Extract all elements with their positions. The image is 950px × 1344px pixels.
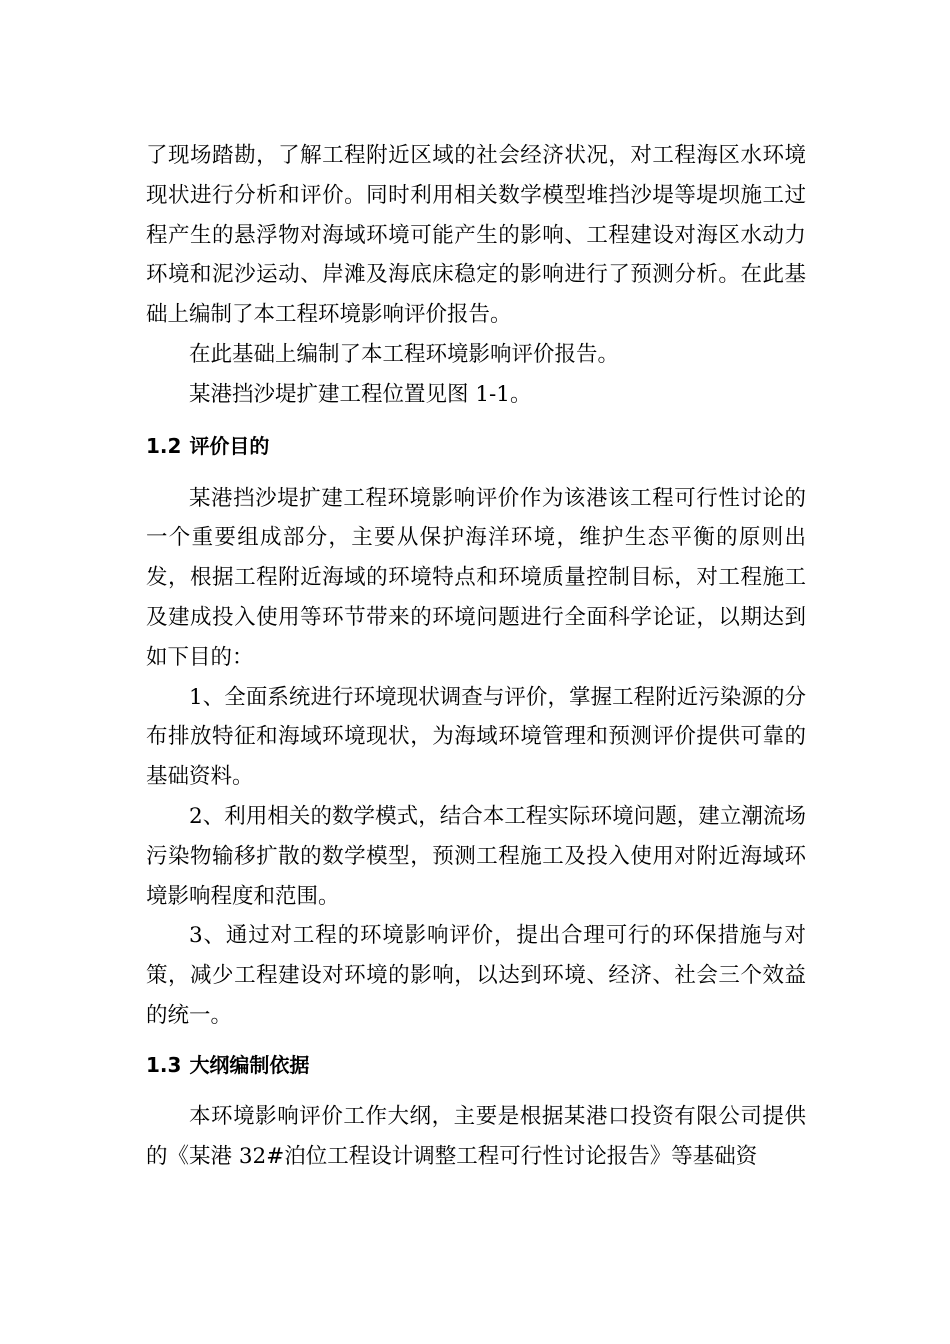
section-number: 1.2 <box>146 433 182 458</box>
paragraph-outline-basis: 本环境影响评价工作大纲，主要是根据某港口投资有限公司提供的《某港 32#泊位工程设计调整工程可行性讨论报告》等基础资 <box>146 1103 806 1169</box>
paragraph-purpose-intro: 某港挡沙堤扩建工程环境影响评价作为该港该工程可行性讨论的一个重要组成部分，主要从保护海洋环境，维护生态平衡的原则出发，根据工程附近海域的环境特点和环境质量控制目标，对工程施工及建成投入使用等环节带来的环境问题进行全面科学论证，以期达到如下目的： <box>146 485 806 670</box>
paragraph-purpose-item-1: 1、全面系统进行环境现状调查与评价，掌握工程附近污染源的分布排放特征和海域环境现状，为海域环境管理和预测评价提供可靠的基础资料。 <box>146 684 806 790</box>
paragraph-purpose-item-2: 2、利用相关的数学模式，结合本工程实际环境问题，建立潮流场污染物输移扩散的数学模型，预测工程施工及投入使用对附近海域环境影响程度和范围。 <box>146 803 806 909</box>
section-heading-1-3 <box>146 1052 806 1077</box>
paragraph-report-basis: 在此基础上编制了本工程环境影响评价报告。 <box>189 341 620 367</box>
paragraph-purpose-item-3: 3、通过对工程的环境影响评价，提出合理可行的环保措施与对策，减少工程建设对环境的影响，以达到环境、经济、社会三个效益的统一。 <box>146 923 806 1028</box>
section-number: 1.3 <box>146 1052 182 1077</box>
section-heading-1-2 <box>146 433 806 458</box>
paragraph-intro-continuation: 了现场踏勘，了解工程附近区域的社会经济状况，对工程海区水环境现状进行分析和评价。同时利用相关数学模型堆挡沙堤等堤坝施工过程产生的悬浮物对海域环境可能产生的影响、工程建设对海区水动力环境和泥沙运动、岸滩及海底床稳定的影响进行了预测分析。在此基础上编制了本工程环境影响评价报告。 <box>146 143 806 328</box>
document-body <box>146 136 806 1176</box>
paragraph-location-reference: 某港挡沙堤扩建工程位置见图 1-1。 <box>189 381 532 407</box>
section-title: 大纲编制依据 <box>189 1052 310 1077</box>
section-title: 评价目的 <box>189 433 270 458</box>
